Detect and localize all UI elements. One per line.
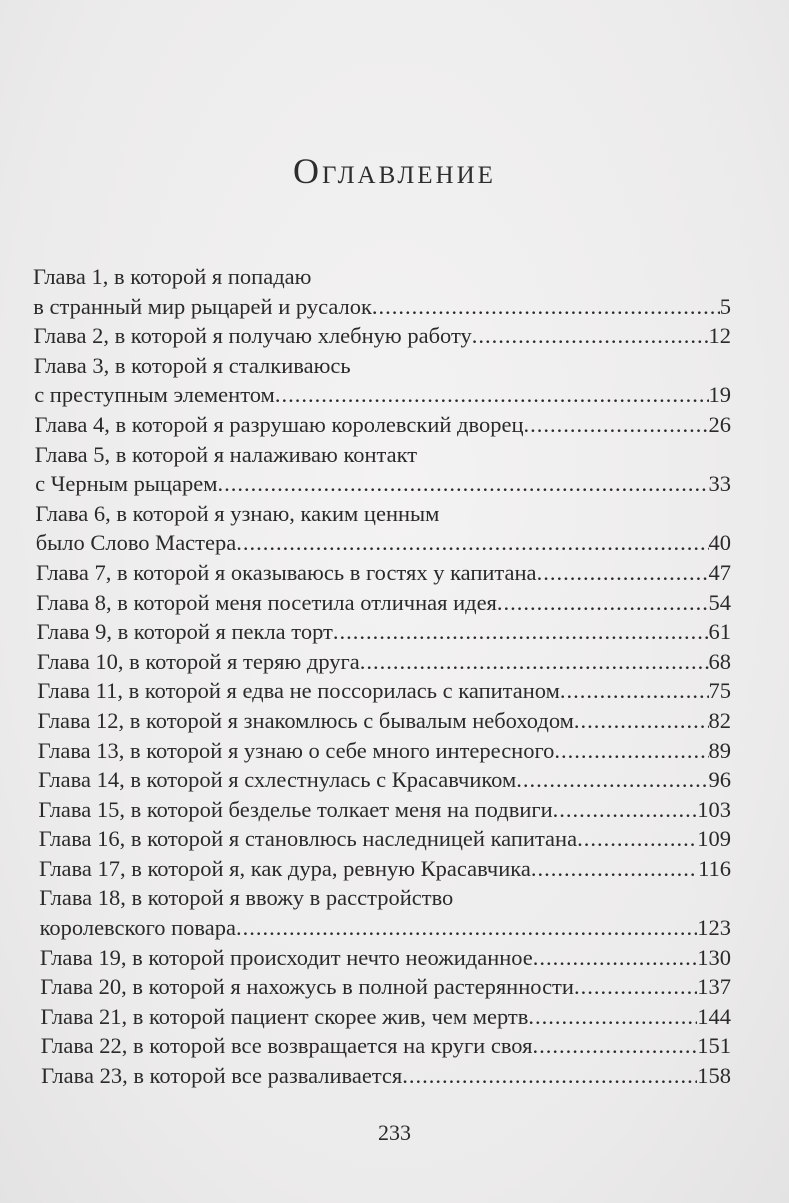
dot-leader — [236, 528, 708, 558]
chapter-title: Глава 5, в которой я налаживаю контакт — [34, 441, 418, 467]
toc-line — [33, 558, 731, 588]
toc-entry — [33, 1002, 731, 1032]
chapter-title: Глава 21, в которой пациент скорее жив, чем мертв — [40, 1003, 529, 1029]
chapter-title: Глава 15, в которой безделье толкает меня на подвиги — [38, 796, 553, 822]
chapter-title: Глава 6, в которой я узнаю, каким ценным — [35, 500, 440, 526]
chapter-title: Глава 18, в которой я ввожу в расстройство — [39, 885, 454, 911]
toc-entry — [33, 440, 731, 499]
toc-entry — [33, 262, 731, 321]
toc-line — [33, 617, 731, 647]
toc-line — [33, 1002, 731, 1032]
toc-entry — [33, 321, 731, 351]
chapter-title: королевского повара — [39, 915, 236, 941]
chapter-page-number: 47 — [708, 559, 731, 585]
chapter-page-number: 68 — [708, 648, 731, 674]
chapter-title: с преступным элементом — [34, 382, 275, 408]
dot-leader — [574, 972, 697, 1002]
toc-entry — [33, 588, 731, 618]
toc-line — [33, 1061, 731, 1091]
chapter-page-number: 12 — [708, 323, 731, 349]
dot-leader — [275, 380, 709, 410]
toc-entry — [33, 765, 731, 795]
dot-leader — [560, 676, 709, 706]
chapter-title: Глава 19, в которой происходит нечто неожиданное — [39, 944, 533, 970]
toc-line — [33, 440, 731, 470]
chapter-page-number: 40 — [708, 530, 731, 556]
toc-line — [33, 469, 731, 499]
chapter-page-number: 123 — [697, 915, 731, 941]
table-of-contents — [33, 262, 731, 1091]
chapter-title: Глава 16, в которой я становлюсь наследницей капитана — [38, 826, 578, 852]
dot-leader — [333, 617, 709, 647]
dot-leader — [554, 736, 708, 766]
toc-entry — [33, 943, 731, 973]
toc-line — [33, 736, 731, 766]
dot-leader — [577, 824, 697, 854]
toc-line — [33, 351, 731, 381]
toc-line — [33, 499, 731, 529]
chapter-title: в странный мир рыцарей и русалок — [33, 293, 372, 319]
dot-leader — [523, 410, 708, 440]
dot-leader — [537, 558, 709, 588]
chapter-title: Глава 12, в которой я знакомлюсь с бывалым небоходом — [37, 707, 574, 733]
toc-entry — [33, 351, 731, 410]
chapter-title: с Черным рыцарем — [35, 471, 218, 497]
chapter-page-number: 96 — [708, 767, 731, 793]
toc-line — [33, 765, 731, 795]
chapter-page-number: 144 — [697, 1003, 731, 1029]
chapter-page-number: 5 — [719, 293, 731, 319]
dot-leader — [217, 469, 708, 499]
toc-entry — [33, 972, 731, 1002]
chapter-title: Глава 22, в которой все возвращается на круги своя — [40, 1033, 533, 1059]
dot-leader — [402, 1061, 697, 1091]
toc-line — [33, 410, 731, 440]
toc-line — [33, 824, 731, 854]
chapter-title: было Слово Мастера — [35, 530, 237, 556]
chapter-title: Глава 3, в которой я сталкиваюсь — [33, 352, 351, 378]
page-title: Оглавление — [293, 151, 496, 191]
chapter-page-number: 82 — [708, 707, 731, 733]
chapter-page-number: 109 — [697, 826, 731, 852]
toc-entry — [33, 410, 731, 440]
chapter-page-number: 103 — [697, 796, 731, 822]
chapter-title: Глава 23, в которой все разваливается — [41, 1063, 403, 1089]
chapter-title: Глава 13, в которой я узнаю о себе много интересного — [37, 737, 555, 763]
dot-leader — [472, 321, 709, 351]
chapter-title: Глава 9, в которой я пекла торт — [36, 619, 333, 645]
chapter-page-number: 19 — [708, 382, 731, 408]
toc-entry — [33, 676, 731, 706]
toc-line — [33, 321, 731, 351]
toc-line — [33, 588, 731, 618]
toc-line — [33, 1031, 731, 1061]
toc-line — [33, 854, 731, 884]
chapter-page-number: 54 — [708, 589, 731, 615]
toc-line — [33, 972, 731, 1002]
chapter-page-number: 158 — [697, 1063, 731, 1089]
toc-line — [33, 528, 731, 558]
toc-line — [33, 380, 731, 410]
toc-entry — [33, 558, 731, 588]
chapter-page-number: 89 — [708, 737, 731, 763]
dot-leader — [236, 913, 697, 943]
dot-leader — [528, 1002, 697, 1032]
toc-line — [33, 943, 731, 973]
chapter-title: Глава 14, в которой я схлестнулась с Красавчиком — [38, 767, 517, 793]
page-number: 233 — [378, 1120, 411, 1145]
dot-leader — [360, 647, 709, 677]
dot-leader — [516, 765, 708, 795]
chapter-page-number: 33 — [708, 471, 731, 497]
toc-line — [33, 262, 731, 292]
chapter-title: Глава 17, в которой я, как дура, ревную Красавчика — [39, 855, 531, 881]
toc-line — [33, 883, 731, 913]
toc-entry — [33, 706, 731, 736]
dot-leader — [574, 706, 709, 736]
toc-entry — [33, 883, 731, 942]
dot-leader — [533, 943, 697, 973]
chapter-page-number: 137 — [697, 974, 731, 1000]
chapter-title: Глава 7, в которой я оказываюсь в гостях у капитана — [36, 559, 537, 585]
toc-entry — [33, 824, 731, 854]
toc-line — [33, 647, 731, 677]
dot-leader — [531, 854, 698, 884]
chapter-page-number: 75 — [708, 678, 731, 704]
dot-leader — [553, 795, 698, 825]
toc-line — [33, 913, 731, 943]
toc-line — [33, 795, 731, 825]
toc-entry — [33, 647, 731, 677]
chapter-title: Глава 20, в которой я нахожусь в полной растерянности — [40, 974, 574, 1000]
dot-leader — [372, 292, 720, 322]
chapter-title: Глава 4, в которой я разрушаю королевский дворец — [34, 411, 524, 437]
toc-entry — [33, 1031, 731, 1061]
chapter-page-number: 116 — [698, 855, 731, 881]
chapter-title: Глава 11, в которой я едва не поссорилась с капитаном — [37, 678, 560, 704]
toc-entry — [33, 854, 731, 884]
dot-leader — [532, 1031, 697, 1061]
chapter-title: Глава 10, в которой я теряю друга — [36, 648, 360, 674]
toc-line — [33, 706, 731, 736]
toc-entry — [33, 736, 731, 766]
toc-entry — [33, 795, 731, 825]
chapter-title: Глава 8, в которой меня посетила отличная идея — [36, 589, 497, 615]
toc-line — [33, 292, 731, 322]
chapter-page-number: 26 — [708, 411, 731, 437]
chapter-title: Глава 2, в которой я получаю хлебную работу — [33, 323, 472, 349]
toc-entry — [33, 617, 731, 647]
toc-entry — [33, 499, 731, 558]
toc-entry — [33, 1061, 731, 1091]
chapter-page-number: 61 — [708, 619, 731, 645]
chapter-page-number: 130 — [697, 944, 731, 970]
toc-line — [33, 676, 731, 706]
chapter-title: Глава 1, в которой я попадаю — [33, 264, 312, 289]
dot-leader — [497, 588, 709, 618]
chapter-page-number: 151 — [697, 1033, 731, 1059]
